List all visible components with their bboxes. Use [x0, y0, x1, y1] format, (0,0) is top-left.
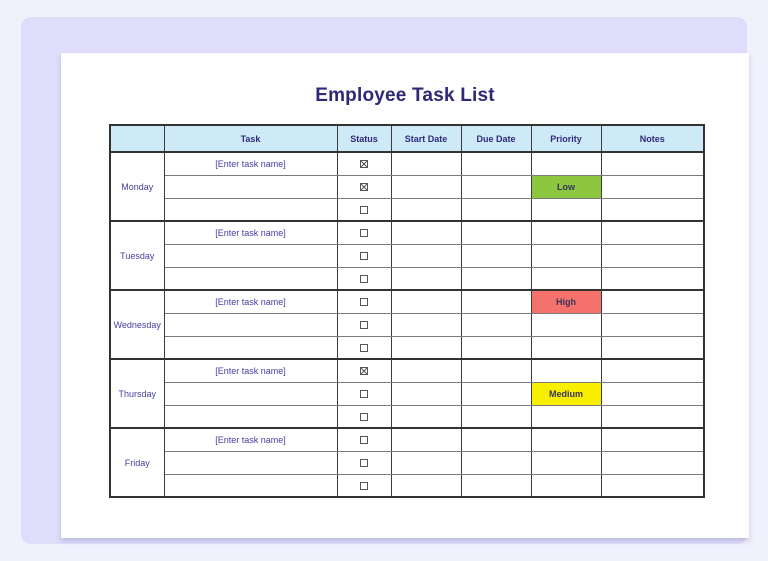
- due-date-cell[interactable]: [461, 175, 531, 198]
- checkbox-unchecked-icon[interactable]: [360, 206, 368, 214]
- task-cell[interactable]: [164, 405, 337, 428]
- checkbox-unchecked-icon[interactable]: [360, 436, 368, 444]
- table-row: [110, 451, 704, 474]
- checkbox-unchecked-icon[interactable]: [360, 229, 368, 237]
- start-date-cell[interactable]: [391, 359, 461, 382]
- priority-badge-low[interactable]: Low: [531, 175, 601, 198]
- table-row: [110, 175, 704, 198]
- notes-cell[interactable]: [601, 405, 704, 428]
- notes-cell[interactable]: [601, 336, 704, 359]
- notes-cell[interactable]: [601, 175, 704, 198]
- notes-cell[interactable]: [601, 474, 704, 497]
- priority-cell[interactable]: [531, 405, 601, 428]
- due-date-cell[interactable]: [461, 336, 531, 359]
- start-date-cell[interactable]: [391, 382, 461, 405]
- due-date-cell[interactable]: [461, 405, 531, 428]
- due-date-cell[interactable]: [461, 290, 531, 313]
- notes-cell[interactable]: [601, 152, 704, 175]
- task-cell[interactable]: [Enter task name]: [164, 359, 337, 382]
- task-table: [109, 124, 705, 498]
- header-row: [110, 125, 704, 152]
- priority-cell[interactable]: [531, 244, 601, 267]
- checkbox-unchecked-icon[interactable]: [360, 275, 368, 283]
- header-cell-start-date: Start Date: [391, 125, 461, 152]
- table-row: [110, 336, 704, 359]
- table-row: [110, 152, 704, 175]
- checkbox-checked-icon[interactable]: [360, 183, 368, 191]
- day-label-thursday: Thursday: [110, 359, 164, 428]
- due-date-cell[interactable]: [461, 382, 531, 405]
- notes-cell[interactable]: [601, 313, 704, 336]
- table-row: [110, 290, 704, 313]
- status-cell[interactable]: [337, 474, 391, 497]
- status-cell[interactable]: [337, 198, 391, 221]
- priority-badge-medium[interactable]: Medium: [531, 382, 601, 405]
- due-date-cell[interactable]: [461, 428, 531, 451]
- task-cell[interactable]: [Enter task name]: [164, 152, 337, 175]
- task-cell[interactable]: [164, 336, 337, 359]
- status-cell[interactable]: [337, 382, 391, 405]
- table-row: [110, 359, 704, 382]
- priority-cell[interactable]: [531, 451, 601, 474]
- checkbox-unchecked-icon[interactable]: [360, 252, 368, 260]
- header-cell-priority: Priority: [531, 125, 601, 152]
- priority-cell[interactable]: [531, 428, 601, 451]
- priority-cell[interactable]: [531, 221, 601, 244]
- priority-cell[interactable]: [531, 313, 601, 336]
- due-date-cell[interactable]: [461, 244, 531, 267]
- notes-cell[interactable]: [601, 428, 704, 451]
- table-row: [110, 382, 704, 405]
- priority-cell[interactable]: [531, 474, 601, 497]
- status-cell[interactable]: [337, 221, 391, 244]
- task-cell[interactable]: [164, 382, 337, 405]
- task-cell[interactable]: [164, 474, 337, 497]
- start-date-cell[interactable]: [391, 474, 461, 497]
- checkbox-unchecked-icon[interactable]: [360, 390, 368, 398]
- checkbox-unchecked-icon[interactable]: [360, 413, 368, 421]
- checkbox-checked-icon[interactable]: [360, 367, 368, 375]
- table-row: [110, 244, 704, 267]
- header-cell-status: Status: [337, 125, 391, 152]
- table-row: [110, 474, 704, 497]
- status-cell[interactable]: [337, 244, 391, 267]
- status-cell[interactable]: [337, 405, 391, 428]
- task-cell[interactable]: [164, 175, 337, 198]
- day-label-monday: Monday: [110, 152, 164, 221]
- priority-cell[interactable]: [531, 267, 601, 290]
- due-date-cell[interactable]: [461, 451, 531, 474]
- table-row: [110, 428, 704, 451]
- notes-cell[interactable]: [601, 267, 704, 290]
- task-cell[interactable]: [164, 198, 337, 221]
- start-date-cell[interactable]: [391, 267, 461, 290]
- notes-cell[interactable]: [601, 451, 704, 474]
- notes-cell[interactable]: [601, 244, 704, 267]
- priority-cell[interactable]: [531, 152, 601, 175]
- due-date-cell[interactable]: [461, 359, 531, 382]
- notes-cell[interactable]: [601, 359, 704, 382]
- day-label-friday: Friday: [110, 428, 164, 497]
- checkbox-unchecked-icon[interactable]: [360, 344, 368, 352]
- priority-badge-high[interactable]: High: [531, 290, 601, 313]
- start-date-cell[interactable]: [391, 313, 461, 336]
- checkbox-checked-icon[interactable]: [360, 160, 368, 168]
- priority-cell[interactable]: [531, 336, 601, 359]
- priority-cell[interactable]: [531, 198, 601, 221]
- notes-cell[interactable]: [601, 382, 704, 405]
- start-date-cell[interactable]: [391, 336, 461, 359]
- due-date-cell[interactable]: [461, 221, 531, 244]
- task-list-sheet: [61, 53, 749, 538]
- due-date-cell[interactable]: [461, 198, 531, 221]
- page-title: Employee Task List: [315, 85, 495, 106]
- notes-cell[interactable]: [601, 221, 704, 244]
- checkbox-unchecked-icon[interactable]: [360, 321, 368, 329]
- status-cell[interactable]: [337, 313, 391, 336]
- start-date-cell[interactable]: [391, 198, 461, 221]
- start-date-cell[interactable]: [391, 428, 461, 451]
- day-label-tuesday: Tuesday: [110, 221, 164, 290]
- notes-cell[interactable]: [601, 290, 704, 313]
- start-date-cell[interactable]: [391, 290, 461, 313]
- priority-cell[interactable]: [531, 359, 601, 382]
- due-date-cell[interactable]: [461, 474, 531, 497]
- status-cell[interactable]: [337, 290, 391, 313]
- header-cell-task: Task: [164, 125, 337, 152]
- task-cell[interactable]: [164, 267, 337, 290]
- header-cell-due-date: Due Date: [461, 125, 531, 152]
- table-row: [110, 267, 704, 290]
- status-cell[interactable]: [337, 359, 391, 382]
- start-date-cell[interactable]: [391, 244, 461, 267]
- table-body: [110, 152, 704, 497]
- start-date-cell[interactable]: [391, 152, 461, 175]
- checkbox-unchecked-icon[interactable]: [360, 482, 368, 490]
- status-cell[interactable]: [337, 428, 391, 451]
- checkbox-unchecked-icon[interactable]: [360, 298, 368, 306]
- task-cell[interactable]: [164, 244, 337, 267]
- table-row: [110, 405, 704, 428]
- status-cell[interactable]: [337, 175, 391, 198]
- status-cell[interactable]: [337, 152, 391, 175]
- start-date-cell[interactable]: [391, 175, 461, 198]
- status-cell[interactable]: [337, 267, 391, 290]
- notes-cell[interactable]: [601, 198, 704, 221]
- start-date-cell[interactable]: [391, 221, 461, 244]
- due-date-cell[interactable]: [461, 313, 531, 336]
- start-date-cell[interactable]: [391, 405, 461, 428]
- due-date-cell[interactable]: [461, 267, 531, 290]
- header-cell-notes: Notes: [601, 125, 704, 152]
- task-cell[interactable]: [164, 313, 337, 336]
- table-row: [110, 313, 704, 336]
- due-date-cell[interactable]: [461, 152, 531, 175]
- task-cell[interactable]: [Enter task name]: [164, 221, 337, 244]
- header-cell-day: [110, 125, 164, 152]
- template-card: [21, 17, 747, 544]
- task-cell[interactable]: [164, 451, 337, 474]
- day-label-wednesday: Wednesday: [110, 290, 164, 359]
- table-row: [110, 221, 704, 244]
- checkbox-unchecked-icon[interactable]: [360, 459, 368, 467]
- task-cell[interactable]: [Enter task name]: [164, 428, 337, 451]
- table-row: [110, 198, 704, 221]
- status-cell[interactable]: [337, 336, 391, 359]
- task-cell[interactable]: [Enter task name]: [164, 290, 337, 313]
- start-date-cell[interactable]: [391, 451, 461, 474]
- status-cell[interactable]: [337, 451, 391, 474]
